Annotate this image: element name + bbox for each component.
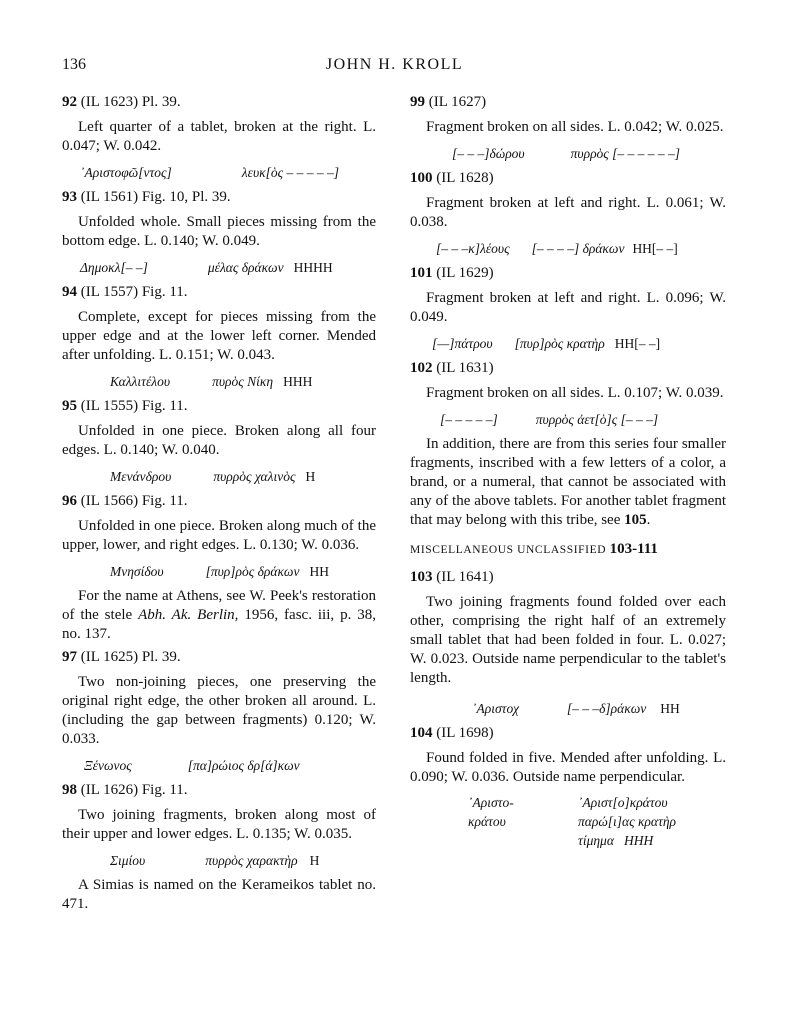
entry-98-heading: 98 (IL 1626) Fig. 11. — [62, 782, 188, 798]
entry-93-inscription: Δημοκλ[– –] μέλας δράκων ΗΗΗΗ — [80, 259, 333, 275]
entry-102-heading: 102 (IL 1631) — [410, 360, 494, 376]
cross-reference: 105 — [624, 512, 647, 528]
entry-92-description: Left quarter of a tablet, broken at the right. L. 0.047; W. 0.042. — [62, 119, 376, 154]
entry-103-heading: 103 (IL 1641) — [410, 569, 494, 585]
entry-103-inscription: ᾿Αριστοχ [– – –δ]ράκων ΗΗ — [472, 700, 680, 716]
entry-96-inscription: Μνησίδου [πυρ]ρὸς δράκων ΗΗ — [110, 563, 329, 579]
entry-100-inscription: [– – –κ]λέους [– – – –] δράκων ΗΗ[– –] — [436, 240, 678, 256]
entry-101-heading: 101 (IL 1629) — [410, 265, 494, 281]
entry-99-description: Fragment broken on all sides. L. 0.042; W. 0.025. — [426, 119, 724, 135]
inside-text: ᾿Αριστ[ο]κράτου παρώ[ι]ας κρατὴρ τίμημα ΗΗΗ — [578, 795, 677, 848]
entry-103-description: Two joining fragments found folded over each other, comprising the right half of an extremely small tablet that had been folded in four. L. 0.027; W. 0.023. Outside name perpendicular to the tablet's length. — [410, 594, 726, 686]
right-column — [410, 93, 726, 856]
entry-94-inscription: Καλλιτέλου πυρὸς Νίκη ΗΗΗ — [110, 373, 313, 389]
entry-104-description: Found folded in five. Mended after unfolding. L. 0.090; W. 0.036. Outside name perpendicular. — [410, 750, 726, 785]
entry-100-heading: 100 (IL 1628) — [410, 170, 494, 186]
entry-95-description: Unfolded in one piece. Broken along all four edges. L. 0.140; W. 0.040. — [62, 423, 376, 458]
entry-98-note: A Simias is named on the Kerameikos tablet no. 471. — [62, 877, 376, 912]
entry-102-note: In addition, there are from this series four smaller fragments, inscribed with a few letters of a color, a brand, or a numeral, that cannot be associated with any of the above tablets. For another tablet fragment that may belong with this tribe, see 105. — [410, 436, 726, 528]
entry-98-inscription: Σιμίου πυρρὸς χαρακτὴρ Η — [110, 852, 320, 868]
entry-96-note: For the name at Athens, see W. Peek's restoration of the stele Abh. Ak. Berlin, 1956, fasc. iii, p. 38, no. 137. — [62, 588, 376, 642]
page-header — [62, 55, 727, 77]
entry-93-description: Unfolded whole. Small pieces missing from the bottom edge. L. 0.140; W. 0.049. — [62, 214, 376, 249]
entry-97-inscription: Ξένωνος [πα]ρώιος δρ[ά]κων — [84, 757, 300, 773]
entry-99-heading: 99 (IL 1627) — [410, 94, 487, 110]
entry-95-inscription: Μενάνδρου πυρρὸς χαλινὸς Η — [110, 468, 316, 484]
entry-102-description: Fragment broken on all sides. L. 0.107; W. 0.039. — [426, 385, 724, 401]
entry-99-inscription: [– – –]δώρου πυρρὸς [– – – – – –] — [452, 145, 681, 161]
page-number: 136 — [62, 56, 86, 73]
entry-92-heading: 92 (IL 1623) Pl. 39. — [62, 94, 181, 110]
outside-name: ᾿Αριστο- κράτου — [468, 795, 514, 829]
entry-94-description: Complete, except for pieces missing from the upper edge and at the lower left corner. Mended after unfolding. L. 0.151; W. 0.043. — [62, 309, 376, 363]
entry-94-heading: 94 (IL 1557) Fig. 11. — [62, 284, 188, 300]
entry-104-inscription — [410, 793, 726, 850]
entry-95-heading: 95 (IL 1555) Fig. 11. — [62, 398, 188, 414]
entry-97-description: Two non-joining pieces, one preserving the original right edge, the other broken all around. L. (including the gap between fragments) 0.120; W. 0.033. — [62, 674, 376, 747]
entry-102-inscription: [– – – – –] πυρρὸς ἀετ[ὸ]ς [– – –] — [440, 411, 659, 427]
entry-96-description: Unfolded in one piece. Broken along much of the upper, lower, and right edges. L. 0.130; W. 0.036. — [62, 518, 376, 553]
entry-92-inscription: ᾿Αριστοφῶ[ντος] λευκ[ὸς – – – – –] — [80, 164, 339, 180]
section-heading: MISCELLANEOUS UNCLASSIFIED 103-111 — [410, 541, 658, 557]
running-head: JOHN H. KROLL — [325, 56, 464, 73]
entry-101-description: Fragment broken at left and right. L. 0.096; W. 0.049. — [410, 290, 726, 325]
entry-96-heading: 96 (IL 1566) Fig. 11. — [62, 493, 188, 509]
entry-97-heading: 97 (IL 1625) Pl. 39. — [62, 649, 181, 665]
entry-100-description: Fragment broken at left and right. L. 0.061; W. 0.038. — [410, 195, 726, 230]
entry-93-heading: 93 (IL 1561) Fig. 10, Pl. 39. — [62, 189, 231, 205]
entry-101-inscription: [—]πάτρου [πυρ]ρὸς κρατὴρ ΗΗ[– –] — [432, 335, 661, 351]
entry-104-heading: 104 (IL 1698) — [410, 725, 494, 741]
left-column — [62, 93, 376, 918]
entry-98-description: Two joining fragments, broken along most of their upper and lower edges. L. 0.135; W. 0.035. — [62, 807, 376, 842]
